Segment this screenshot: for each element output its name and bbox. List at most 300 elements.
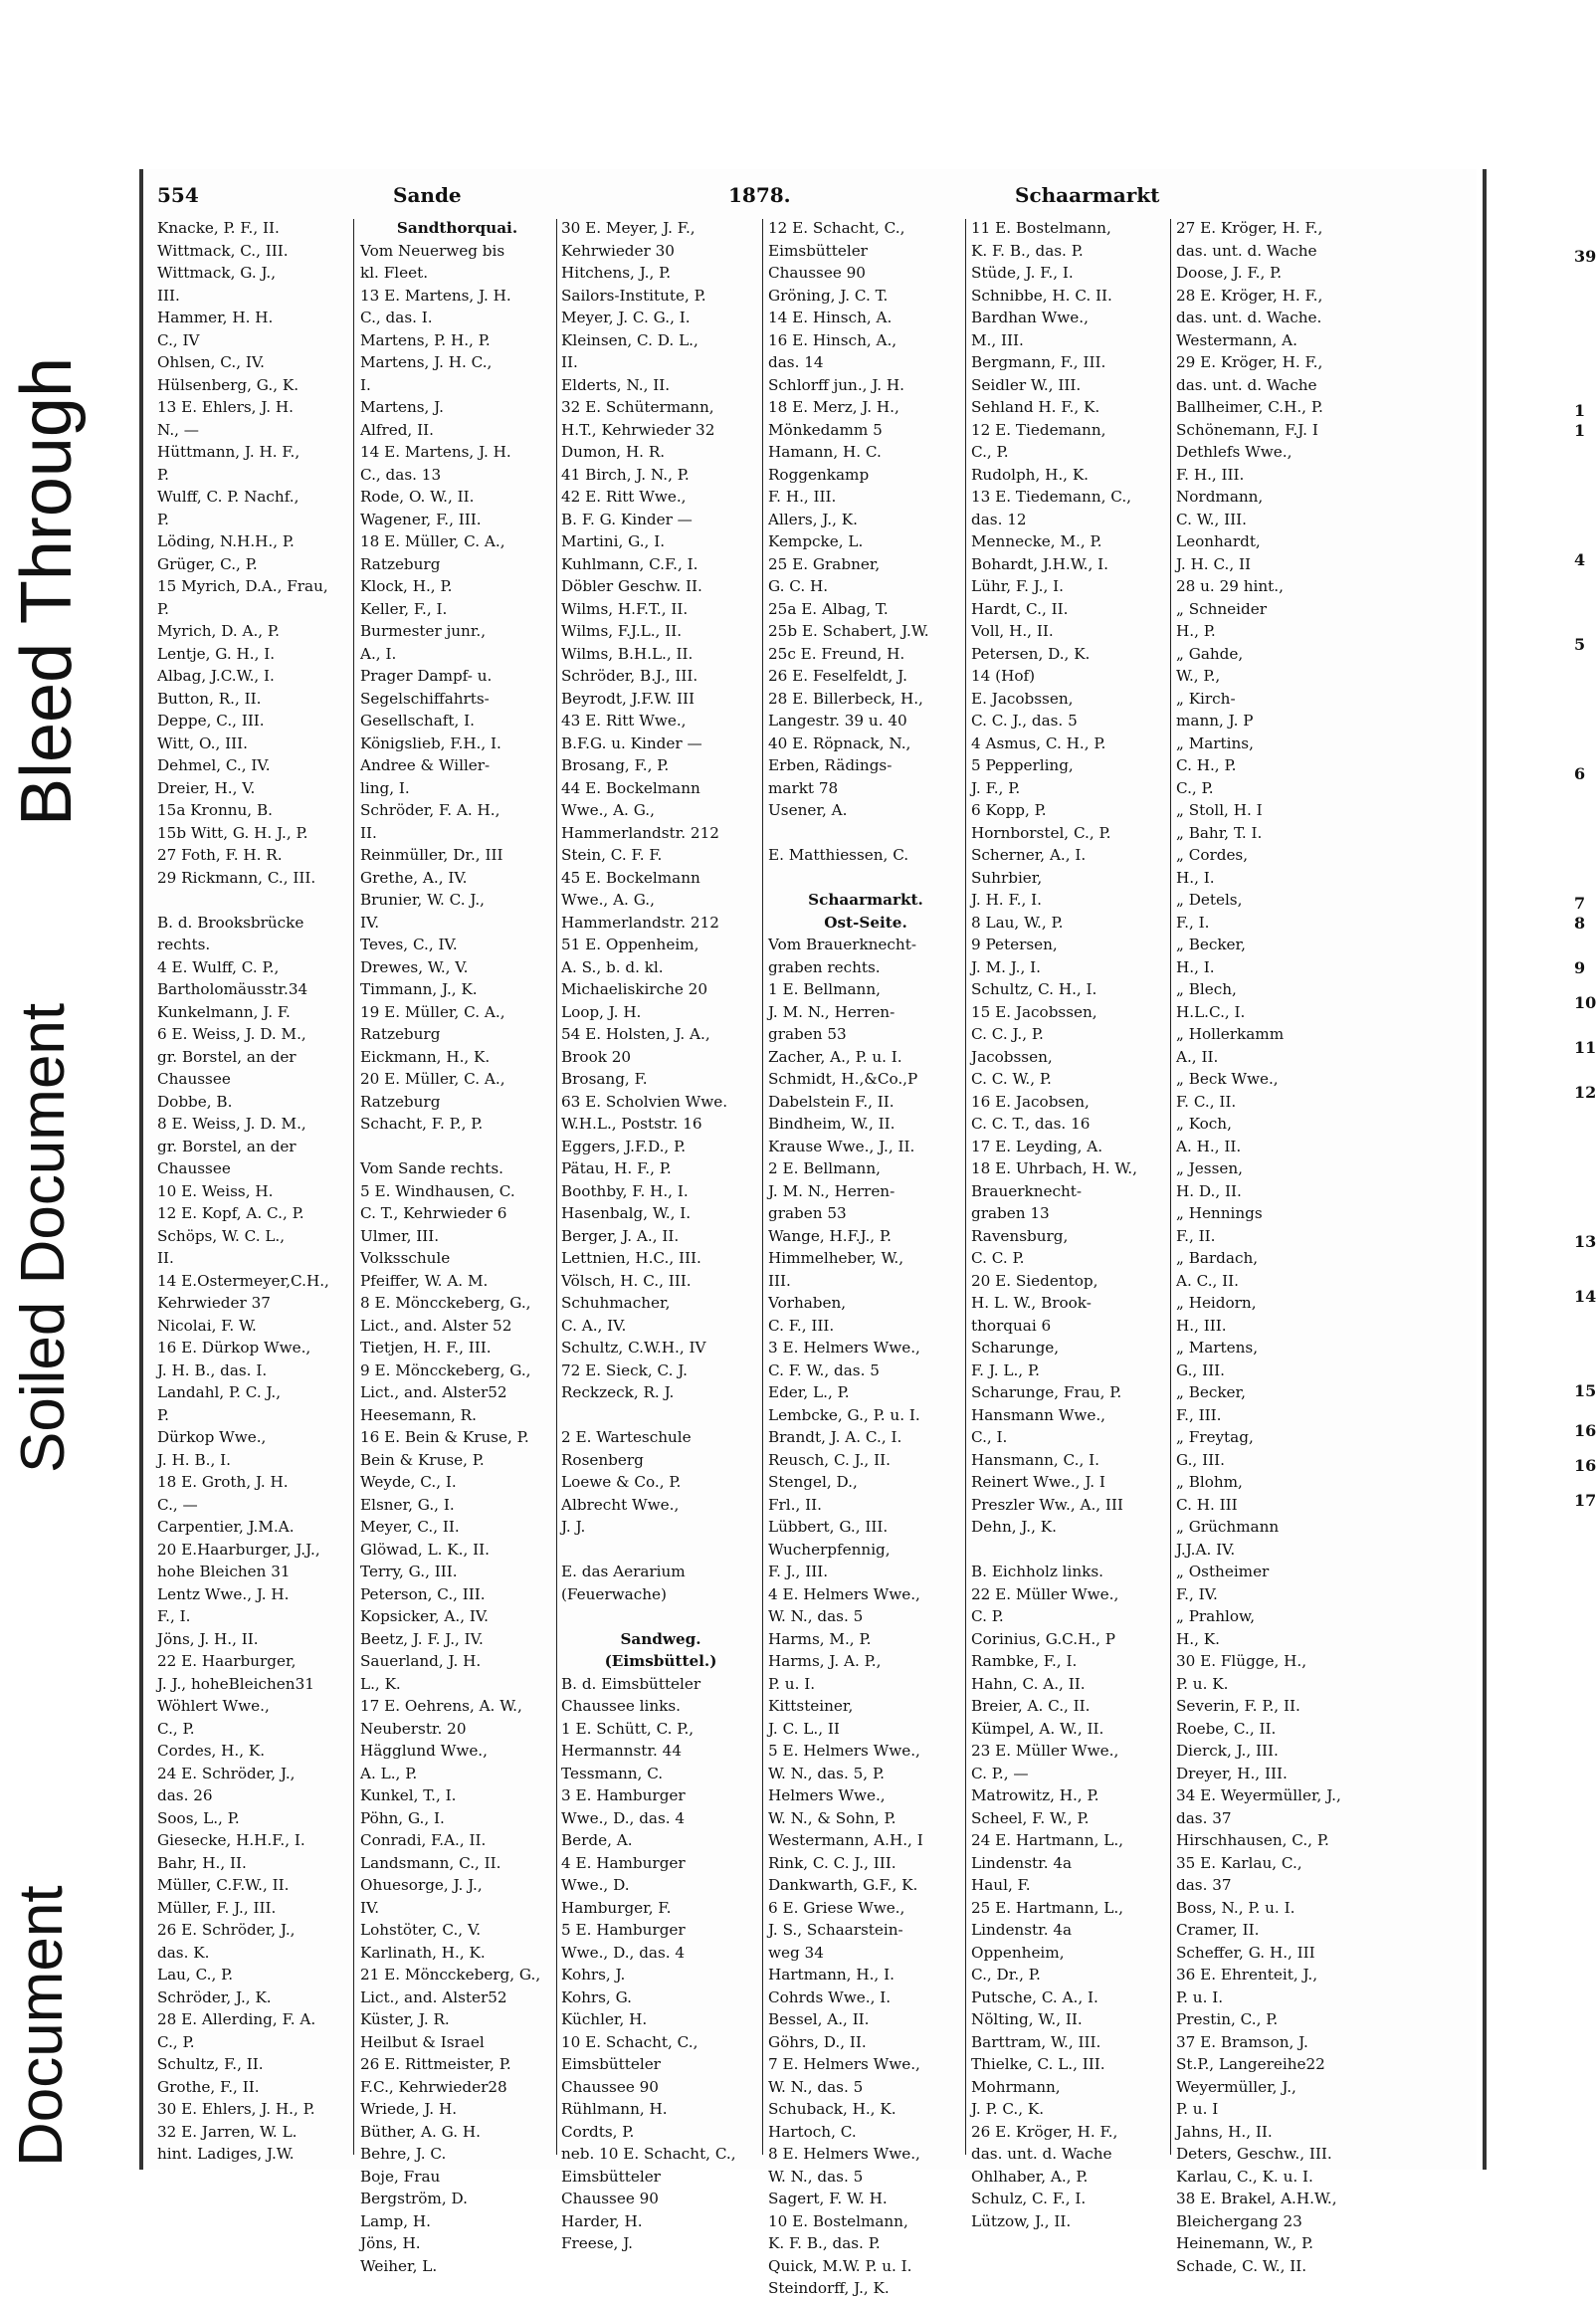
directory-line: „ Bardach, (1176, 1249, 1259, 1267)
edge-digit: 7 (1574, 894, 1586, 913)
directory-line: 2 E. Warteschule (561, 1428, 692, 1446)
directory-line: Hornborstel, C., P. (971, 823, 1111, 842)
directory-line: Eickmann, H., K. (360, 1047, 491, 1066)
directory-line: A. S., b. d. kl. (561, 957, 664, 976)
directory-line: Helmers Wwe., (768, 1786, 886, 1804)
directory-line: II. (561, 353, 578, 371)
directory-line: H., I. (1176, 957, 1215, 976)
directory-line: J. J., hoheBleichen31 (157, 1674, 314, 1693)
directory-line: A. C., II. (1176, 1271, 1240, 1290)
directory-line: Wittmack, G. J., (157, 264, 277, 282)
directory-line: Sandweg. (620, 1629, 701, 1648)
directory-line: Mönkedamm 5 (768, 420, 883, 439)
directory-line: Berde, A. (561, 1831, 633, 1849)
directory-line: Ulmer, III. (360, 1226, 440, 1245)
directory-line: 10 E. Weiss, H. (157, 1181, 274, 1200)
directory-line: Cordes, H., K. (157, 1742, 266, 1760)
directory-line: Kohrs, J. (561, 1966, 626, 1984)
directory-line: 25 E. Hartmann, L., (971, 1898, 1123, 1917)
directory-line: „ Martins, (1176, 733, 1254, 752)
directory-line: Loewe & Co., P. (561, 1473, 682, 1491)
directory-line: Deppe, C., III. (157, 712, 265, 730)
directory-line: 23 E. Müller Wwe., (971, 1742, 1119, 1760)
directory-line: C., Dr., P. (971, 1966, 1041, 1984)
directory-line: Westermann, A. (1176, 330, 1297, 349)
directory-line: „ Schneider (1176, 599, 1267, 618)
directory-line: Eimsbütteler (561, 2167, 661, 2186)
edge-digit: 11 (1574, 1038, 1596, 1057)
directory-line: 10 E. Schacht, C., (561, 2032, 698, 2051)
directory-line: Stein, C. F. F. (561, 846, 663, 864)
directory-line: markt 78 (768, 778, 839, 797)
directory-line: „ Grüchmann (1176, 1518, 1280, 1536)
directory-line: „ Freytag, (1176, 1428, 1254, 1446)
directory-line: 5 E. Windhausen, C. (360, 1181, 515, 1200)
directory-line: Büther, A. G. H. (360, 2122, 482, 2141)
directory-line: Kleinsen, C. D. L., (561, 330, 698, 349)
spacer (360, 1136, 554, 1158)
directory-line: Freese, J. (561, 2234, 633, 2252)
soiled-document-label: Soiled Document (9, 1002, 78, 1473)
spacer (561, 1605, 760, 1628)
directory-line: 17 E. Oehrens, A. W., (360, 1697, 522, 1715)
directory-line: 3 E. Helmers Wwe., (768, 1339, 920, 1357)
directory-line: Kehrwieder 30 (561, 241, 675, 260)
directory-line: G. C. H. (768, 577, 829, 595)
directory-line: Lict., and. Alster52 (360, 1987, 507, 2006)
directory-line: Hardt, C., II. (971, 599, 1069, 618)
directory-line: das. unt. d. Wache (971, 2145, 1112, 2163)
directory-line: 27 E. Kröger, H. F., (1176, 219, 1323, 237)
directory-line: C., P. (157, 2032, 195, 2051)
directory-line: Vom Sande rechts. (360, 1159, 503, 1177)
directory-line: Matrowitz, H., P. (971, 1786, 1099, 1804)
directory-line: F. H., III. (1176, 465, 1245, 484)
directory-line: 30 E. Ehlers, J. H., P. (157, 2100, 315, 2118)
directory-line: 8 Lau, W., P. (971, 913, 1064, 932)
directory-line: graben 53 (768, 1025, 847, 1043)
directory-line: Dehn, J., K. (971, 1518, 1057, 1536)
directory-line: Löding, N.H.H., P. (157, 532, 295, 550)
directory-line: Prestin, C., P. (1176, 2010, 1279, 2028)
directory-line: J. F., P. (971, 778, 1021, 797)
directory-line: Lentje, G. H., I. (157, 644, 276, 663)
directory-line: 44 E. Bockelmann (561, 778, 700, 797)
directory-line: Terry, G., III. (360, 1563, 458, 1580)
directory-line: Ohlhaber, A., P. (971, 2167, 1089, 2186)
directory-line: Wagener, F., III. (360, 510, 482, 528)
edge-digit: 12 (1574, 1083, 1596, 1102)
directory-line: Westermann, A.H., I (768, 1831, 923, 1849)
directory-line: Prager Dampf- u. (360, 667, 493, 685)
directory-line: Deters, Geschw., III. (1176, 2145, 1332, 2163)
directory-line: 14 E. Hinsch, A. (768, 309, 893, 326)
directory-line: Boje, Frau (360, 2167, 441, 2186)
column-rule (556, 219, 557, 2155)
directory-line: Harms, J. A. P., (768, 1652, 882, 1670)
directory-line: Cordts, P. (561, 2122, 635, 2141)
directory-line: 18 E. Merz, J. H., (768, 398, 899, 416)
directory-line: 28 E. Allerding, F. A. (157, 2010, 316, 2028)
column-rule (762, 219, 763, 2155)
directory-line: Hamburger, F. (561, 1898, 672, 1917)
directory-line: Hüttmann, J. H. F., (157, 443, 300, 461)
directory-line: Ballheimer, C.H., P. (1176, 398, 1323, 416)
directory-line: B. d. Brooksbrücke (157, 913, 304, 932)
directory-line: Usener, A. (768, 801, 848, 819)
directory-line: Kümpel, A. W., II. (971, 1719, 1104, 1738)
directory-line: Scherner, A., I. (971, 846, 1087, 864)
directory-line: Wilms, F.J.L., II. (561, 622, 683, 640)
directory-line: P. u. K. (1176, 1674, 1229, 1693)
directory-line: C. P., — (971, 1764, 1029, 1782)
directory-line: 1 E. Schütt, C. P., (561, 1719, 695, 1738)
year-heading: 1878. (728, 183, 791, 207)
directory-page (149, 179, 1393, 2297)
directory-line: das. 26 (157, 1786, 213, 1804)
directory-line: Ratzeburg (360, 1025, 441, 1043)
directory-line: 24 E. Schröder, J., (157, 1764, 296, 1782)
directory-line: Lindenstr. 4a (971, 1853, 1073, 1872)
directory-line: Bergström, D. (360, 2190, 468, 2207)
directory-line: C. T., Kehrwieder 6 (360, 1204, 507, 1222)
directory-line: 12 E. Kopf, A. C., P. (157, 1204, 304, 1222)
directory-line: Elsner, G., I. (360, 1495, 455, 1514)
directory-line: Chaussee (157, 1070, 231, 1088)
directory-line: Sagert, F. W. H. (768, 2190, 888, 2207)
directory-line: E. das Aerarium (561, 1563, 686, 1580)
directory-line: Kittsteiner, (768, 1697, 854, 1715)
directory-line: Bohardt, J.H.W., I. (971, 554, 1108, 573)
directory-line: das. 12 (971, 510, 1027, 528)
directory-line: Scheel, F. W., P. (971, 1808, 1090, 1827)
page-number: 554 (157, 183, 199, 207)
directory-line: Dreyer, H., III. (1176, 1764, 1288, 1782)
spacer (768, 822, 963, 845)
directory-line: Peterson, C., III. (360, 1584, 486, 1603)
directory-line: 20 E.Haarburger, J.J., (157, 1540, 320, 1559)
directory-line: Vorhaben, (768, 1294, 847, 1312)
directory-line: Dobbe, B. (157, 1092, 233, 1111)
directory-line: Meyer, J. C. G., I. (561, 309, 691, 326)
directory-line: III. (768, 1271, 791, 1290)
directory-line: 15 Myrich, D.A., Frau, (157, 577, 328, 595)
directory-line: 28 E. Billerbeck, H., (768, 689, 923, 708)
edge-digit: 5 (1574, 635, 1586, 654)
directory-line: 15a Kronnu, B. (157, 801, 273, 819)
directory-line: Bergmann, F., III. (971, 353, 1106, 371)
spacer (561, 1404, 760, 1427)
edge-digit: 1 (1574, 401, 1586, 420)
edge-digit: 14 (1574, 1287, 1596, 1306)
directory-line: M., III. (971, 330, 1024, 349)
directory-line: Jacobssen, (971, 1047, 1053, 1066)
directory-line: Völsch, H. C., III. (561, 1271, 692, 1290)
directory-line: E. Matthiessen, C. (768, 846, 909, 864)
directory-line: Hitchens, J., P. (561, 264, 672, 282)
directory-line: Lindenstr. 4a (971, 1921, 1073, 1939)
edge-digit: 15 (1574, 1381, 1596, 1400)
directory-line: Seidler W., III. (971, 375, 1082, 394)
directory-line: Stüde, J. F., I. (971, 264, 1074, 282)
directory-line: 38 E. Brakel, A.H.W., (1176, 2190, 1337, 2207)
directory-line: „ Cordes, (1176, 846, 1249, 864)
directory-line: 15 E. Jacobssen, (971, 1002, 1097, 1021)
directory-line: 18 E. Uhrbach, H. W., (971, 1159, 1137, 1177)
directory-line: Hartoch, C. (768, 2122, 857, 2141)
directory-line: 30 E. Flügge, H., (1176, 1652, 1307, 1670)
directory-line: Neuberstr. 20 (360, 1719, 467, 1738)
directory-line: B.F.G. u. Kinder — (561, 733, 702, 752)
directory-line: 25a E. Albag, T. (768, 599, 889, 618)
directory-line: Quick, M.W. P. u. I. (768, 2256, 912, 2275)
directory-line: Weyermüller, J., (1176, 2077, 1297, 2096)
directory-line: Hammerlandstr. 212 (561, 913, 719, 932)
directory-line: Beetz, J. F. J., IV. (360, 1629, 484, 1648)
directory-line: Glöwad, L. K., II. (360, 1540, 490, 1559)
directory-line: J. M. N., Herren- (768, 1002, 896, 1021)
directory-line: neb. 10 E. Schacht, C., (561, 2145, 736, 2163)
directory-line: Doose, J. F., P. (1176, 264, 1283, 282)
directory-line: 9 E. Möncckeberg, G., (360, 1360, 531, 1379)
directory-line: „ Hennings (1176, 1204, 1263, 1222)
directory-line: Bardhan Wwe., (971, 309, 1089, 326)
directory-line: Wittmack, C., III. (157, 241, 289, 260)
directory-line: Andree & Willer- (360, 756, 491, 774)
directory-line: 14 E.Ostermeyer,C.H., (157, 1271, 329, 1290)
directory-line: Lamp, H. (360, 2211, 431, 2230)
directory-line: Soos, L., P. (157, 1808, 240, 1827)
directory-line: Lict., and. Alster 52 (360, 1316, 512, 1335)
directory-line: 10 E. Bostelmann, (768, 2211, 908, 2230)
directory-line: Schlorff jun., J. H. (768, 375, 904, 394)
directory-line: 16 E. Jacobsen, (971, 1092, 1090, 1111)
directory-line: Dankwarth, G.F., K. (768, 1876, 918, 1894)
directory-line: F., III. (1176, 1405, 1222, 1424)
directory-line: Martens, J. (360, 398, 444, 416)
directory-line: 6 Kopp, P. (971, 801, 1047, 819)
directory-line: Lettnien, H.C., III. (561, 1249, 701, 1267)
directory-line: rechts. (157, 936, 211, 953)
directory-line: Ohuesorge, J. J., (360, 1876, 483, 1894)
directory-line: Myrich, D. A., P. (157, 622, 280, 640)
directory-line: Haul, F. (971, 1876, 1031, 1894)
directory-line: 72 E. Sieck, C. J. (561, 1360, 688, 1379)
directory-line: 43 E. Ritt Wwe., (561, 712, 687, 730)
column-5 (971, 217, 1168, 2230)
directory-line: Wriede, J. H. (360, 2100, 458, 2118)
directory-line: Sandthorquai. (396, 219, 518, 237)
directory-line: „ Beck Wwe., (1176, 1070, 1279, 1088)
directory-line: IV. (360, 1898, 380, 1917)
directory-line: Dabelstein F., II. (768, 1092, 895, 1111)
directory-line: C. C. J., P. (971, 1025, 1044, 1043)
directory-line: Grothe, F., II. (157, 2077, 260, 2096)
directory-line: das. 37 (1176, 1876, 1232, 1894)
directory-line: Roggenkamp (768, 465, 870, 484)
directory-line: 7 E. Helmers Wwe., (768, 2055, 920, 2073)
spacer (971, 1539, 1168, 1562)
directory-line: Ohlsen, C., IV. (157, 353, 266, 371)
directory-line: Stengel, D., (768, 1473, 858, 1491)
directory-line: Heinemann, W., P. (1176, 2234, 1313, 2252)
directory-line: Erben, Rädings- (768, 756, 893, 774)
directory-line: 28 E. Kröger, H. F., (1176, 286, 1323, 305)
directory-line: Pfeiffer, W. A. M. (360, 1271, 489, 1290)
right-running-title: Schaarmarkt (1015, 183, 1160, 207)
directory-line: 37 E. Bramson, J. (1176, 2032, 1308, 2051)
directory-line: Scheffer, G. H., III (1176, 1943, 1315, 1962)
directory-line: B. F. G. Kinder — (561, 510, 693, 528)
directory-line: Barttram, W., III. (971, 2032, 1101, 2051)
directory-line: 3 E. Hamburger (561, 1786, 686, 1804)
directory-line: C. C. W., P. (971, 1070, 1052, 1088)
directory-line: Wucherpfennig, (768, 1540, 891, 1559)
directory-line: Eder, L., P. (768, 1383, 850, 1401)
directory-line: Hahn, C. A., II. (971, 1674, 1086, 1693)
directory-line: Wwe., D., das. 4 (561, 1943, 686, 1962)
directory-line: St.P., Langereihe22 (1176, 2055, 1325, 2073)
directory-line: Küster, J. R. (360, 2010, 450, 2028)
directory-line: „ Kirch- (1176, 689, 1236, 708)
directory-line: Lützow, J., II. (971, 2211, 1072, 2230)
directory-line: B. Eichholz links. (971, 1563, 1103, 1580)
spacer (561, 1539, 760, 1562)
directory-line: Corinius, G.C.H., P (971, 1629, 1116, 1648)
directory-line: A., II. (1176, 1047, 1219, 1066)
directory-line: Schröder, F. A. H., (360, 801, 500, 819)
directory-line: „ Koch, (1176, 1115, 1232, 1133)
directory-line: gr. Borstel, an der (157, 1137, 297, 1155)
directory-line: Sauerland, J. H. (360, 1652, 482, 1670)
directory-line: Suhrbier, (971, 868, 1043, 887)
directory-line: 16 E. Hinsch, A., (768, 330, 898, 349)
directory-line: Göhrs, D., II. (768, 2032, 867, 2051)
directory-line: 13 E. Martens, J. H. (360, 286, 511, 305)
directory-line: Brosang, F., P. (561, 756, 670, 774)
directory-line: C. H., P. (1176, 756, 1237, 774)
directory-line: Landsmann, C., II. (360, 1853, 501, 1872)
directory-line: P. (157, 465, 169, 484)
directory-line: Martini, G., I. (561, 532, 666, 550)
directory-line: Severin, F. P., II. (1176, 1697, 1300, 1715)
directory-line: P. (157, 599, 169, 618)
directory-line: „ Jessen, (1176, 1159, 1243, 1177)
directory-line: C., P. (971, 443, 1009, 461)
directory-line: K. F. B., das. P. (768, 2234, 881, 2252)
directory-line: C. C. J., das. 5 (971, 712, 1078, 730)
directory-line: Langestr. 39 u. 40 (768, 712, 907, 730)
directory-line: Wwe., A. G., (561, 801, 655, 819)
directory-line: Steindorff, J., K. (768, 2279, 890, 2297)
column-6 (1176, 217, 1387, 2275)
directory-line: Breier, A. C., II. (971, 1697, 1091, 1715)
directory-line: Lict., and. Alster52 (360, 1383, 507, 1401)
directory-line: Himmelheber, W., (768, 1249, 904, 1267)
directory-line: C., das. 13 (360, 465, 442, 484)
directory-line: 8 E. Möncckeberg, G., (360, 1294, 531, 1312)
directory-line: Schnibbe, H. C. II. (971, 286, 1112, 305)
directory-line: 16 E. Dürkop Wwe., (157, 1339, 311, 1357)
directory-line: Chaussee 90 (561, 2077, 659, 2096)
document-label: Document (7, 1885, 76, 2167)
directory-line: Nicolai, F. W. (157, 1316, 257, 1335)
directory-line: 26 E. Rittmeister, P. (360, 2055, 511, 2073)
directory-line: Mennecke, M., P. (971, 532, 1102, 550)
directory-line: Heilbut & Israel (360, 2032, 485, 2051)
directory-line: Zacher, A., P. u. I. (768, 1047, 902, 1066)
directory-line: 20 E. Siedentop, (971, 1271, 1098, 1290)
directory-line: 40 E. Röpnack, N., (768, 733, 911, 752)
directory-line: Schröder, B.J., III. (561, 667, 698, 685)
directory-line: Chaussee (157, 1159, 231, 1177)
directory-line: Dehmel, C., IV. (157, 756, 271, 774)
directory-line: Michaeliskirche 20 (561, 980, 707, 998)
edge-digit: 13 (1574, 1232, 1596, 1251)
directory-line: „ Ostheimer (1176, 1563, 1270, 1580)
right-page-edge (1483, 169, 1496, 2170)
directory-line: Wange, H.F.J., P. (768, 1226, 892, 1245)
directory-line: W. N., & Sohn, P. (768, 1808, 897, 1827)
directory-line: 22 E. Müller Wwe., (971, 1584, 1119, 1603)
directory-line: hint. Ladiges, J.W. (157, 2145, 295, 2163)
column-rule (965, 219, 966, 2155)
directory-line: Rode, O. W., II. (360, 488, 475, 506)
directory-line: Schultz, C.W.H., IV (561, 1339, 706, 1357)
directory-line: Tietjen, H. F., III. (360, 1339, 492, 1357)
directory-line: Nordmann, (1176, 488, 1264, 506)
directory-line: „ Blech, (1176, 980, 1237, 998)
directory-line: F., I. (1176, 913, 1210, 932)
directory-line: (Eimsbüttel.) (604, 1652, 717, 1670)
directory-line: das. unt. d. Wache. (1176, 309, 1322, 326)
directory-line: das. K. (157, 1943, 210, 1962)
directory-line: 6 E. Griese Wwe., (768, 1898, 905, 1917)
directory-line: 8 E. Weiss, J. D. M., (157, 1115, 306, 1133)
directory-line: das. 14 (768, 353, 824, 371)
directory-line: Grüger, C., P. (157, 554, 258, 573)
directory-line: 15b Witt, G. H. J., P. (157, 823, 308, 842)
directory-line: Hülsenberg, G., K. (157, 375, 299, 394)
directory-line: F.C., Kehrwieder28 (360, 2077, 507, 2096)
directory-line: Boss, N., P. u. I. (1176, 1898, 1296, 1917)
directory-line: P. u. I. (768, 1674, 816, 1693)
directory-line: Sehland H. F., K. (971, 398, 1100, 416)
directory-line: J.J.A. IV. (1176, 1540, 1236, 1559)
directory-line: Cohrds Wwe., I. (768, 1987, 892, 2006)
directory-line: Segelschiffahrts- (360, 689, 490, 708)
directory-line: W., P., (1176, 667, 1221, 685)
directory-line: Bleichergang 23 (1176, 2211, 1302, 2230)
directory-line: 45 E. Bockelmann (561, 868, 700, 887)
directory-line: Gesellschaft, I. (360, 712, 475, 730)
directory-line: P. u. I (1176, 2100, 1219, 2118)
directory-line: Hasenbalg, W., I. (561, 1204, 692, 1222)
directory-line: weg 34 (768, 1943, 824, 1962)
directory-line: 30 E. Meyer, J. F., (561, 219, 696, 237)
directory-line: C. H. III (1176, 1495, 1238, 1514)
directory-line: H. L. W., Brook- (971, 1294, 1092, 1312)
directory-line: Boothby, F. H., I. (561, 1181, 689, 1200)
directory-line: Lembcke, G., P. u. I. (768, 1405, 920, 1424)
edge-digit: 4 (1574, 550, 1586, 569)
directory-line: Schuback, H., K. (768, 2100, 897, 2118)
directory-line: 26 E. Kröger, H. F., (971, 2122, 1118, 2141)
directory-line: 5 E. Hamburger (561, 1921, 686, 1939)
directory-line: Lohstöter, C., V. (360, 1921, 482, 1939)
edge-digit: 16 (1574, 1421, 1596, 1440)
spacer (157, 889, 352, 912)
